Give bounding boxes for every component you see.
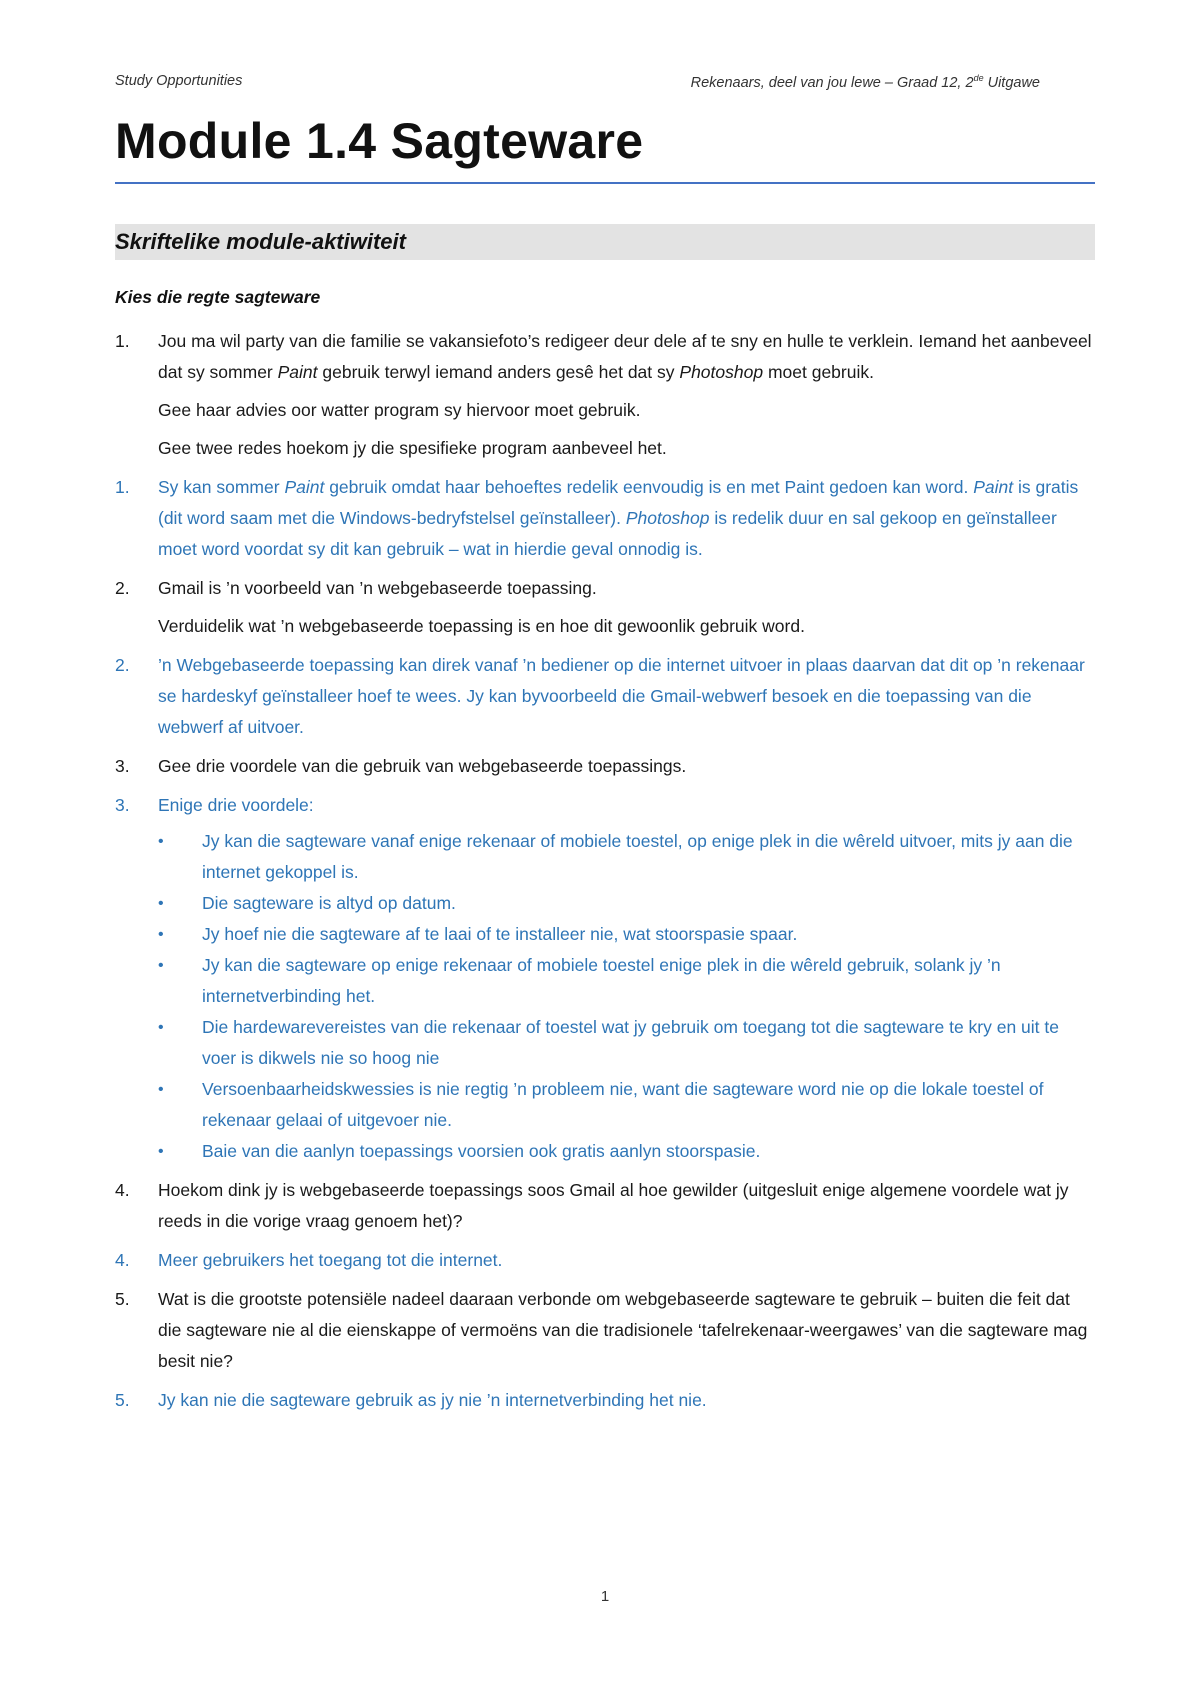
answer-number: 5.: [115, 1390, 130, 1410]
a1-s3: gebruik omdat haar behoeftes redelik eenvoudig is en met Paint gedoen kan word.: [324, 477, 974, 497]
question-1: [115, 326, 1095, 464]
q1-line2-c: gebruik terwyl iemand anders gesê het dat sy: [317, 362, 680, 382]
question-number: 2.: [115, 578, 130, 598]
title-underline: [115, 182, 1095, 184]
answer-text: Meer gebruikers het toegang tot die internet.: [158, 1250, 503, 1270]
a1-s5: is gratis (dit word saam met die Windows-bedryfstelsel geïnstalleer).: [158, 477, 1079, 528]
bullet-item: [158, 888, 1095, 919]
a1-s7: is redelik duur en sal gekoop en geïnstalleer moet word voordat sy dit kan gebruik – wat in hierdie geval onnodig is.: [158, 508, 1057, 559]
bullet-icon: •: [158, 833, 164, 850]
content: [115, 326, 1095, 1424]
q1-paint: Paint: [277, 362, 318, 382]
question-text: [158, 326, 1095, 388]
q1-line1: Jou ma wil party van die familie se vakansiefoto’s redigeer deur dele af te sny en hulle te verklein.: [158, 331, 914, 351]
answer-text: Jy kan nie die sagteware gebruik as jy nie ’n internetverbinding het nie.: [158, 1390, 707, 1410]
bullet-icon: •: [158, 1019, 164, 1036]
answer-intro: Enige drie voordele:: [158, 795, 314, 815]
header-right-text: Rekenaars, deel van jou lewe – Graad 12, 2: [690, 74, 974, 91]
question-number: 1.: [115, 331, 130, 351]
question-number: 5.: [115, 1289, 130, 1309]
page-title: Module 1.4 Sagteware: [115, 113, 644, 169]
question-5: [115, 1284, 1095, 1377]
question-text: Gee twee redes hoekom jy die spesifieke program aanbeveel het.: [158, 438, 667, 458]
bullet-text: Versoenbaarheidskwessies is nie regtig ’n probleem nie, want die sagteware word nie op die lokale toestel of rekenaar gelaai of uitgevoer nie.: [202, 1079, 1044, 1130]
question-text: Gee haar advies oor watter program sy hiervoor moet gebruik.: [158, 400, 641, 420]
header-right: [691, 73, 1040, 91]
question-text: Gee drie voordele van die gebruik van webgebaseerde toepassings.: [158, 756, 687, 776]
a1-paint-2: Paint: [973, 477, 1014, 497]
question-4: [115, 1175, 1095, 1237]
bullet-text: Baie van die aanlyn toepassings voorsien ook gratis aanlyn stoorspasie.: [202, 1141, 761, 1161]
page-number: 1: [600, 1588, 610, 1605]
subheading: Kies die regte sagteware: [115, 287, 321, 307]
question-3: [115, 751, 1095, 782]
question-text: Wat is die grootste potensiële nadeel daaraan verbonde om webgebaseerde sagteware te gebruik – buiten die feit dat die sagteware nie al die eienskappe of vermoëns van die tradisionele ‘tafelrekenaar-weergawes’ van die sagteware mag besit nie?: [158, 1289, 1088, 1371]
bullet-icon: •: [158, 895, 164, 912]
section-bar: [115, 224, 1095, 260]
a1-paint: Paint: [284, 477, 325, 497]
bullet-icon: •: [158, 926, 164, 943]
answer-number: 3.: [115, 795, 130, 815]
header-left: Study Opportunities: [115, 73, 243, 89]
answer-3: [115, 790, 1095, 1167]
header-right-tail: Uitgawe: [983, 74, 1040, 91]
a1-photoshop: Photoshop: [625, 508, 710, 528]
question-text: Verduidelik wat ’n webgebaseerde toepassing is en hoe dit gewoonlik gebruik word.: [158, 616, 805, 636]
answer-5: [115, 1385, 1095, 1416]
question-text: Gmail is ’n voorbeeld van ’n webgebaseerde toepassing.: [158, 578, 597, 598]
bullet-icon: •: [158, 957, 164, 974]
section-title: Skriftelike module-aktiwiteit: [115, 229, 406, 254]
answer-1: [115, 472, 1095, 565]
answer-bullet-list: [158, 826, 1095, 1167]
answer-text: ’n Webgebaseerde toepassing kan direk vanaf ’n bediener op die internet uitvoer in plaas daarvan dat dit op ’n rekenaar se hardeskyf geïnstalleer hoef te wees. Jy kan byvoorbeeld die Gmail-webwerf besoek en die toepassing van die webwerf af uitvoer.: [158, 655, 1085, 737]
answer-number: 4.: [115, 1250, 130, 1270]
question-2: [115, 573, 1095, 642]
bullet-text: Die hardewarevereistes van die rekenaar of toestel wat jy gebruik om toegang tot die sagteware te kry en uit te voer is dikwels nie so hoog nie: [202, 1017, 1059, 1068]
bullet-item: [158, 919, 1095, 950]
bullet-icon: •: [158, 1143, 164, 1160]
answer-2: [115, 650, 1095, 743]
answer-4: [115, 1245, 1095, 1276]
question-text: Hoekom dink jy is webgebaseerde toepassings soos Gmail al hoe gewilder (uitgesluit enige algemene voordele wat jy reeds in die vorige vraag genoem het)?: [158, 1180, 1069, 1231]
bullet-item: [158, 826, 1095, 888]
bullet-icon: •: [158, 1081, 164, 1098]
question-number: 4.: [115, 1180, 130, 1200]
answer-text: [158, 472, 1095, 565]
bullet-item: [158, 1074, 1095, 1136]
bullet-text: Jy hoef nie die sagteware af te laai of te installeer nie, wat stoorspasie spaar.: [202, 924, 798, 944]
answer-number: 1.: [115, 477, 130, 497]
bullet-item: [158, 1136, 1095, 1167]
answer-number: 2.: [115, 655, 130, 675]
header-right-sup: de: [973, 73, 984, 83]
q1-line2-e: moet gebruik.: [763, 362, 874, 382]
bullet-item: [158, 950, 1095, 1012]
bullet-text: Die sagteware is altyd op datum.: [202, 893, 456, 913]
document-page: [115, 0, 1095, 1696]
q1-photoshop: Photoshop: [679, 362, 764, 382]
bullet-item: [158, 1012, 1095, 1074]
bullet-text: Jy kan die sagteware vanaf enige rekenaar of mobiele toestel, op enige plek in die wêreld uitvoer, mits jy aan die internet gekoppel is.: [202, 831, 1073, 882]
question-number: 3.: [115, 756, 130, 776]
bullet-text: Jy kan die sagteware op enige rekenaar of mobiele toestel enige plek in die wêreld gebruik, solank jy ’n internetverbinding het.: [202, 955, 1001, 1006]
q1-line2-a: Iemand het aanbeveel dat sy sommer: [158, 331, 1092, 382]
a1-s1: Sy kan sommer: [158, 477, 285, 497]
